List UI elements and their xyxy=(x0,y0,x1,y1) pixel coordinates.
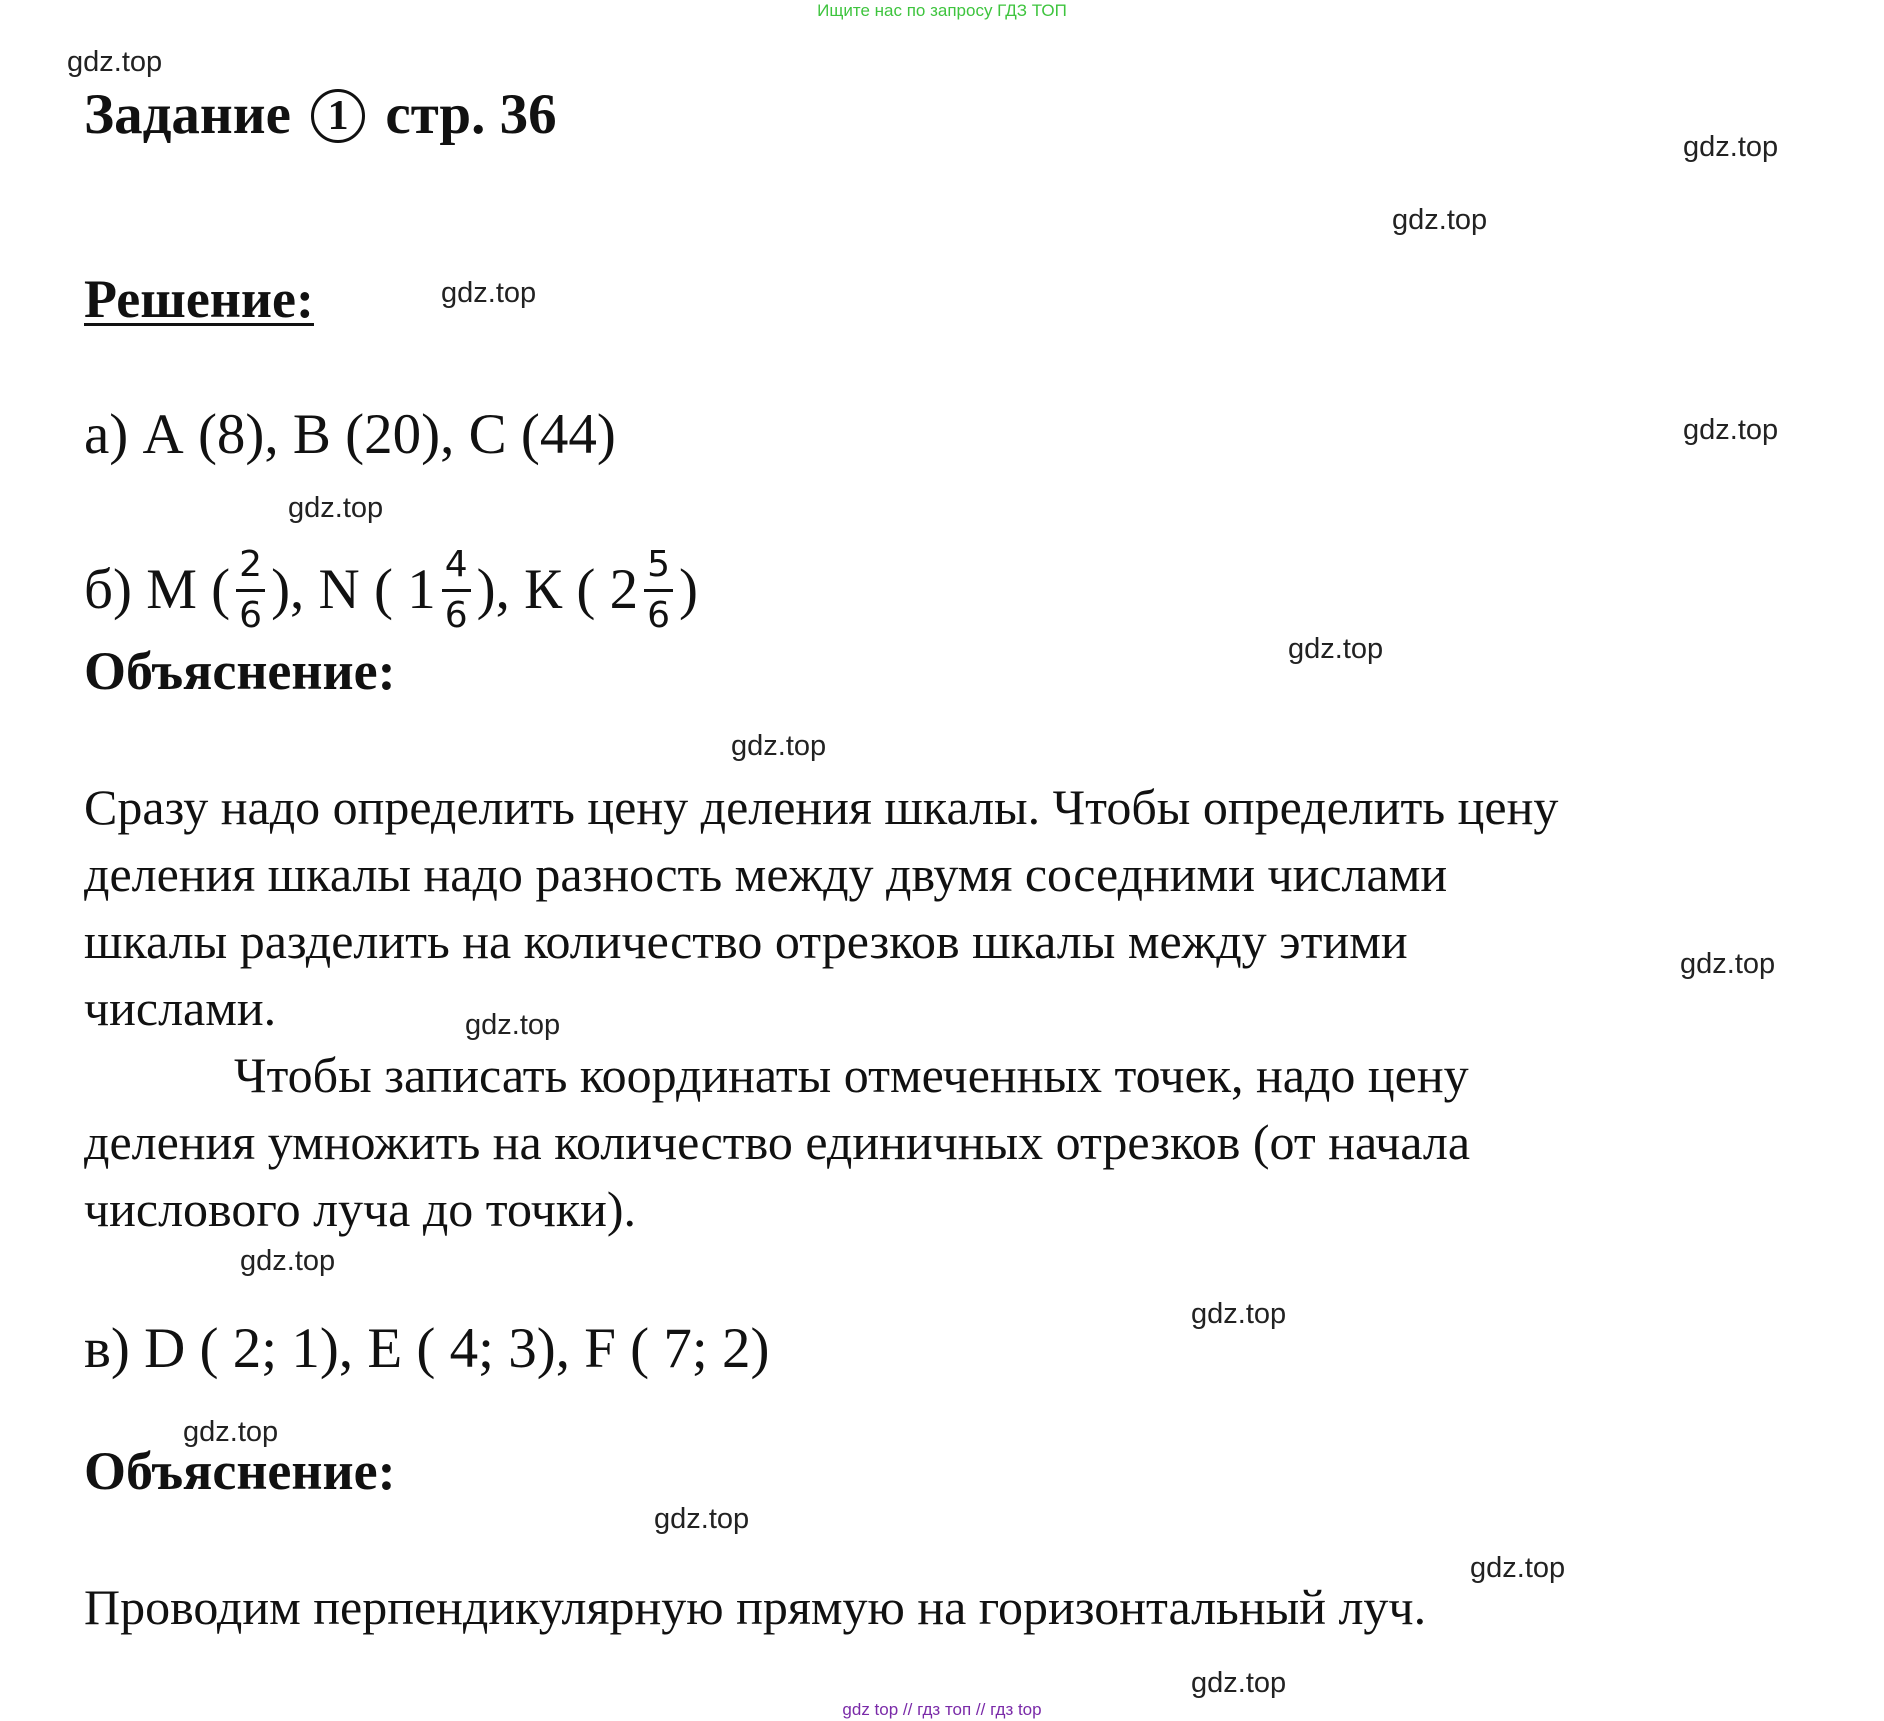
watermark: gdz.top xyxy=(183,1416,279,1448)
watermark: gdz.top xyxy=(441,277,537,309)
page-title xyxy=(84,82,557,147)
answer-a: а) А (8), В (20), С (44) xyxy=(84,403,616,466)
fraction-numerator: 5 xyxy=(644,547,673,592)
top-search-banner[interactable]: Ищите нас по запросу ГДЗ ТОП xyxy=(817,1,1067,20)
explanation-heading: Объяснение: xyxy=(84,641,396,701)
watermark: gdz.top xyxy=(1683,414,1779,446)
title-suffix: стр. 36 xyxy=(385,83,557,146)
watermark: gdz.top xyxy=(1680,948,1776,980)
fraction-denominator: 6 xyxy=(647,595,670,637)
explanation-heading: Объяснение: xyxy=(84,1441,396,1501)
text-line: деления умножить на количество единичных отрезков (от начала xyxy=(84,1114,1471,1170)
answer-b xyxy=(84,540,698,640)
watermark: gdz.top xyxy=(1683,131,1779,163)
title-prefix: Задание xyxy=(84,83,291,146)
watermark: gdz.top xyxy=(1392,204,1488,236)
explanation-text: Проводим перпендикулярную прямую на горизонтальный луч. xyxy=(84,1579,1427,1635)
answer-b-prefix: б) М ( xyxy=(84,558,231,621)
watermark: gdz.top xyxy=(731,730,827,762)
answer-b-n: ), N ( 1 xyxy=(271,558,436,621)
watermark: gdz.top xyxy=(1191,1298,1287,1330)
text-line: деления шкалы надо разность между двумя соседними числами xyxy=(84,846,1448,902)
explanation-text xyxy=(84,774,1558,1243)
text-line: Чтобы записать координаты отмеченных точек, надо цену xyxy=(234,1047,1469,1103)
fraction-denominator: 6 xyxy=(444,595,468,637)
text-line: числового луча до точки). xyxy=(84,1181,637,1237)
fraction-m xyxy=(236,544,265,637)
watermark: gdz.top xyxy=(288,492,384,524)
fraction-numerator: 4 xyxy=(442,547,471,592)
footer-links[interactable]: gdz top // гдз топ // гдз top xyxy=(842,1700,1042,1719)
task-number-badge: 1 xyxy=(311,89,365,143)
watermark: gdz.top xyxy=(465,1009,561,1041)
fraction-numerator: 2 xyxy=(236,547,265,592)
text-line: Сразу надо определить цену деления шкалы. Чтобы определить цену xyxy=(84,779,1559,835)
fraction-k xyxy=(644,544,673,637)
text-line: числами. xyxy=(84,980,277,1036)
watermark: gdz.top xyxy=(240,1245,336,1277)
fraction-n xyxy=(442,544,471,637)
watermark: gdz.top xyxy=(1288,633,1384,665)
text-line: шкалы разделить на количество отрезков шкалы между этими xyxy=(84,913,1408,969)
watermark: gdz.top xyxy=(654,1503,750,1535)
answer-c: в) D ( 2; 1), Е ( 4; 3), F ( 7; 2) xyxy=(84,1317,770,1380)
watermark: gdz.top xyxy=(1470,1552,1566,1584)
watermark: gdz.top xyxy=(1191,1667,1287,1699)
answer-b-close: ) xyxy=(679,558,698,621)
watermark: gdz.top xyxy=(67,46,163,78)
fraction-denominator: 6 xyxy=(239,595,263,637)
answer-b-k: ), К ( 2 xyxy=(476,558,639,621)
solution-heading: Решение: xyxy=(84,269,314,329)
